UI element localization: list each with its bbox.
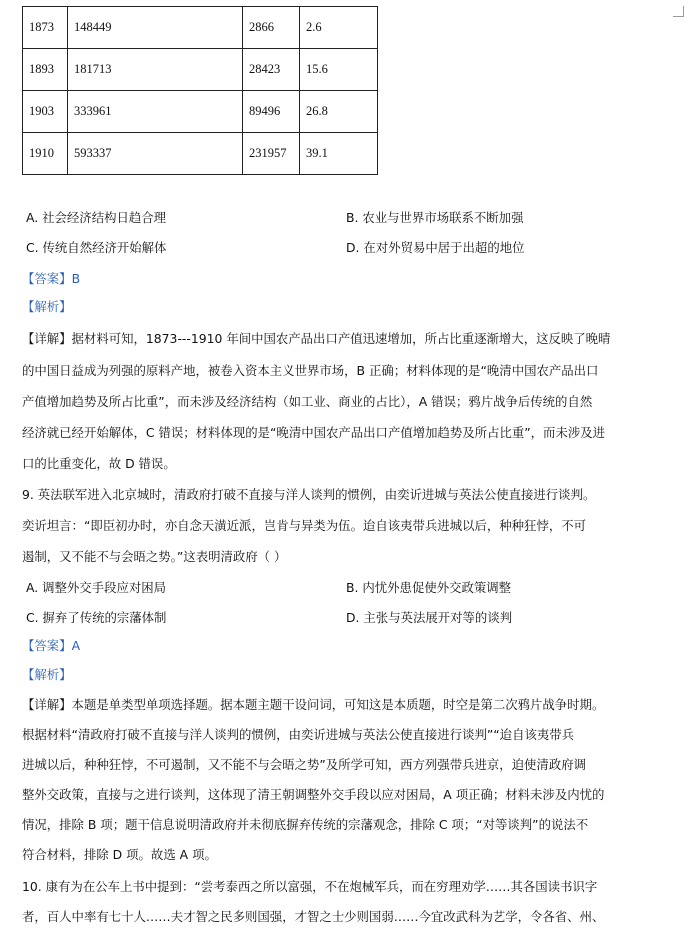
table-cell: 2.6 xyxy=(300,7,378,49)
table-cell: 231957 xyxy=(243,133,300,175)
table-cell: 181713 xyxy=(68,49,243,91)
q9-option-d: D. 主张与英法展开对等的谈判 xyxy=(346,610,513,625)
table-cell: 148449 xyxy=(68,7,243,49)
answer-tag: 【答案】 xyxy=(22,638,72,653)
table-cell: 28423 xyxy=(243,49,300,91)
q8-detail-line: 口的比重变化，故 D 错误。 xyxy=(22,456,176,471)
q9-detail-line: 根据材料“清政府打破不直接与洋人谈判的惯例，由奕䜣进城与英法公使直接进行谈判”“迨自该夷带兵 xyxy=(22,727,575,742)
table-cell: 39.1 xyxy=(300,133,378,175)
table-cell: 1893 xyxy=(23,49,68,91)
q10-stem-line: 者，百人中率有七十人……夫才智之民多则国强，才智之士少则国弱……今宜改武科为艺学，令各省、州、 xyxy=(22,909,605,924)
table-row xyxy=(23,49,378,91)
q9-detail-line: 【详解】本题是单类型单项选择题。据本题主题干设问词，可知这是本质题，时空是第二次鸦片战争时期。 xyxy=(22,697,605,712)
table-cell: 15.6 xyxy=(300,49,378,91)
q8-analysis-tag: 【解析】 xyxy=(22,299,72,314)
table-cell: 89496 xyxy=(243,91,300,133)
q9-detail-line: 情况，排除 B 项；题干信息说明清政府并未彻底摒弃传统的宗藩观念，排除 C 项；“对等谈判”的说法不 xyxy=(22,817,589,832)
q9-answer xyxy=(22,638,674,654)
q9-stem-line: 奕䜣坦言：“即臣初办时，亦自念天潢近派，岂肯与异类为伍。迨自该夷带兵进城以后，种种狂悖，不可 xyxy=(22,518,586,533)
table-cell: 26.8 xyxy=(300,91,378,133)
table-row xyxy=(23,7,378,49)
table-row xyxy=(23,133,378,175)
q8-detail-line: 的中国日益成为列强的原料产地，被卷入资本主义世界市场，B 正确；材料体现的是“晚清中国农产品出口 xyxy=(22,363,599,378)
q9-option-a: A. 调整外交手段应对困局 xyxy=(26,580,167,595)
table-cell: 593337 xyxy=(68,133,243,175)
q9-detail-line: 进城以后，种种狂悖，不可遏制，又不能不与会晤之势”及所学可知，西方列强带兵进京，迫使清政府调 xyxy=(22,757,586,772)
q8-detail-line: 产值增加趋势及所占比重”，而未涉及经济结构（如工业、商业的占比），A 错误；鸦片战争后传统的自然 xyxy=(22,394,593,409)
q8-option-b: B. 农业与世界市场联系不断加强 xyxy=(346,210,524,225)
q9-detail-line: 整外交政策，直接与之进行谈判，这体现了清王朝调整外交手段以应对困局，A 项正确；材料未涉及内忧的 xyxy=(22,787,605,802)
answer-value: A xyxy=(71,638,81,653)
answer-tag: 【答案】 xyxy=(22,271,72,286)
page-corner-mark xyxy=(673,6,684,17)
q9-stem-line: 遏制，又不能不与会晤之势。”这表明清政府（ ） xyxy=(22,549,287,564)
table-cell: 1873 xyxy=(23,7,68,49)
q8-detail-line: 【详解】据材料可知，1873---1910 年间中国农产品出口产值迅速增加，所占比重逐渐增大，这反映了晚晴 xyxy=(22,331,611,346)
table-cell: 1903 xyxy=(23,91,68,133)
export-data-table xyxy=(22,6,378,175)
q9-stem-line: 9. 英法联军进入北京城时，清政府打破不直接与洋人谈判的惯例，由奕䜣进城与英法公使直接进行谈判。 xyxy=(22,487,596,502)
q10-stem-line: 10. 康有为在公车上书中提到：“尝考泰西之所以富强，不在炮械军兵，而在穷理劝学……其各国读书识字 xyxy=(22,879,598,894)
q9-detail-line: 符合材料，排除 D 项。故选 A 项。 xyxy=(22,847,217,862)
q8-option-c: C. 传统自然经济开始解体 xyxy=(26,240,167,255)
answer-value: B xyxy=(71,271,81,286)
q8-option-d: D. 在对外贸易中居于出超的地位 xyxy=(346,240,525,255)
q9-analysis-tag: 【解析】 xyxy=(22,667,72,682)
table-cell: 333961 xyxy=(68,91,243,133)
q9-option-b: B. 内忧外患促使外交政策调整 xyxy=(346,580,512,595)
q8-answer xyxy=(22,271,674,287)
q9-option-c: C. 摒弃了传统的宗藩体制 xyxy=(26,610,167,625)
table-row xyxy=(23,91,378,133)
table-cell: 1910 xyxy=(23,133,68,175)
q8-option-a: A. 社会经济结构日趋合理 xyxy=(26,210,167,225)
q8-detail-line: 经济就已经开始解体，C 错误；材料体现的是“晚清中国农产品出口产值增加趋势及所占比重”，而未涉及进 xyxy=(22,425,606,440)
table-cell: 2866 xyxy=(243,7,300,49)
